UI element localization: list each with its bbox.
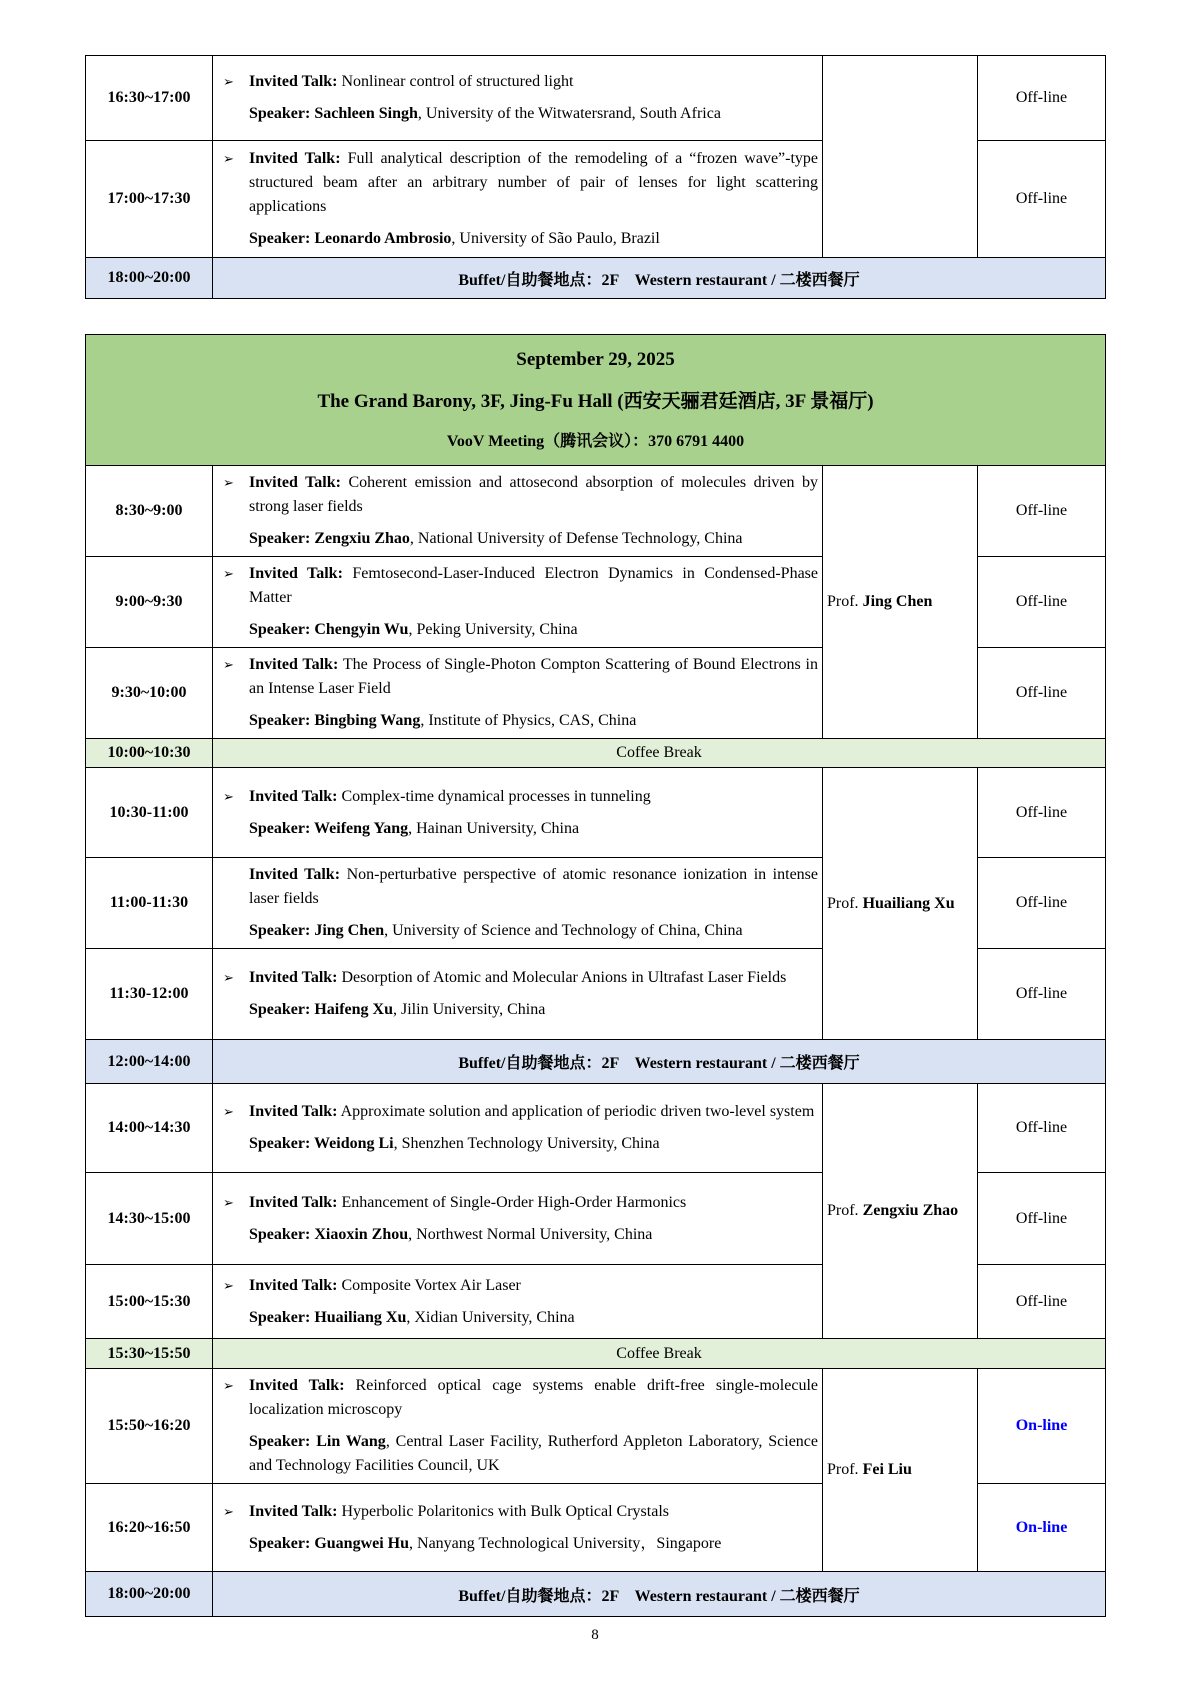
speaker-label: Speaker: bbox=[249, 105, 311, 122]
speaker-name: Xiaoxin Zhou bbox=[314, 1225, 409, 1243]
speaker-affiliation: , Jilin University, China bbox=[393, 1001, 546, 1018]
talk-cell bbox=[213, 858, 823, 949]
speaker-affiliation: , Hainan University, China bbox=[408, 819, 580, 837]
talk-speaker bbox=[223, 998, 818, 1022]
buffet-label: Buffet/自助餐地点：2F Western restaurant / 二楼西餐厅 bbox=[213, 1572, 1106, 1617]
schedule-table-day2 bbox=[85, 334, 1106, 1617]
invited-talk-label: Invited Talk: bbox=[249, 1276, 338, 1294]
speaker-name: Chengyin Wu bbox=[314, 621, 409, 638]
mode-cell: Off-line bbox=[978, 858, 1106, 949]
talk-cell bbox=[213, 949, 823, 1040]
invited-talk-label: Invited Talk: bbox=[249, 787, 338, 805]
mode-cell: Off-line bbox=[978, 1265, 1106, 1339]
talk-title bbox=[223, 147, 818, 219]
talk-speaker bbox=[223, 1306, 818, 1330]
mode-cell: Off-line bbox=[978, 768, 1106, 858]
table-row bbox=[86, 1084, 1106, 1173]
invited-talk-label: Invited Talk: bbox=[249, 1377, 345, 1394]
page-number: 8 bbox=[591, 1627, 599, 1643]
talk-title-text: The Process of Single-Photon Compton Scattering of Bound Electrons in an Intense Laser Field bbox=[249, 656, 818, 697]
invited-talk-label: Invited Talk: bbox=[249, 1103, 338, 1120]
table-row bbox=[86, 768, 1106, 858]
talk-speaker bbox=[223, 709, 818, 733]
speaker-name: Zengxiu Zhao bbox=[314, 530, 410, 547]
talk-speaker bbox=[223, 1430, 818, 1478]
talk-title-text: Complex-time dynamical processes in tunneling bbox=[341, 787, 651, 805]
time-cell: 15:00~15:30 bbox=[86, 1265, 213, 1339]
speaker-name: Huailiang Xu bbox=[314, 1308, 407, 1326]
speaker-affiliation: , University of the Witwatersrand, South Africa bbox=[417, 105, 721, 122]
talk-cell bbox=[213, 1173, 823, 1265]
time-cell: 15:30~15:50 bbox=[86, 1339, 213, 1369]
session-meeting-id: VooV Meeting（腾讯会议）：370 6791 4400 bbox=[446, 433, 745, 450]
talk-title-text: Non-perturbative perspective of atomic resonance ionization in intense laser fields bbox=[249, 866, 819, 907]
speaker-name: Bingbing Wang bbox=[314, 712, 421, 729]
talk-title bbox=[223, 1500, 818, 1524]
invited-talk-label: Invited Talk: bbox=[249, 474, 341, 491]
time-cell: 11:30-12:00 bbox=[86, 949, 213, 1040]
chair-cell bbox=[823, 768, 978, 1040]
talk-title bbox=[223, 1374, 818, 1422]
time-cell: 11:00-11:30 bbox=[86, 858, 213, 949]
session-header-row bbox=[86, 335, 1106, 466]
arrow-bullet-icon: ➢ bbox=[223, 788, 234, 804]
talk-cell bbox=[213, 768, 823, 858]
talk-cell bbox=[213, 1265, 823, 1339]
chair-name: Fei Liu bbox=[862, 1461, 912, 1478]
mode-cell: Off-line bbox=[978, 648, 1106, 739]
talk-cell bbox=[213, 141, 823, 258]
speaker-label: Speaker: bbox=[249, 922, 311, 939]
talk-title-text: Reinforced optical cage systems enable drift-free single-molecule localization microscopy bbox=[249, 1377, 818, 1418]
talk-title-text: Hyperbolic Polaritonics with Bulk Optical Crystals bbox=[341, 1502, 669, 1520]
time-cell: 16:30~17:00 bbox=[86, 56, 213, 141]
talk-title-text: Coherent emission and attosecond absorption of molecules driven by strong laser fields bbox=[249, 474, 818, 515]
time-cell: 15:50~16:20 bbox=[86, 1369, 213, 1484]
talk-title bbox=[223, 966, 818, 990]
talk-title-text: Femtosecond-Laser-Induced Electron Dynamics in Condensed-Phase Matter bbox=[249, 565, 818, 606]
talk-cell bbox=[213, 557, 823, 648]
speaker-label: Speaker: bbox=[249, 1433, 311, 1450]
mode-cell: Off-line bbox=[978, 1084, 1106, 1173]
speaker-name: Lin Wang bbox=[316, 1433, 386, 1450]
speaker-label: Speaker: bbox=[249, 819, 311, 837]
speaker-label: Speaker: bbox=[249, 230, 311, 247]
time-cell: 18:00~20:00 bbox=[86, 1572, 213, 1617]
buffet-row bbox=[86, 1572, 1106, 1617]
mode-cell: Off-line bbox=[978, 557, 1106, 648]
speaker-affiliation: , Central Laser Facility, Rutherford Appleton Laboratory, Science and Technology Facilities Council, UK bbox=[249, 1433, 819, 1474]
session-venue: The Grand Barony, 3F, Jing-Fu Hall (西安天骊君廷酒店, 3F 景福厅) bbox=[317, 391, 874, 412]
speaker-label: Speaker: bbox=[249, 1534, 311, 1552]
speaker-name: Sachleen Singh bbox=[314, 105, 418, 122]
talk-cell bbox=[213, 56, 823, 141]
talk-title-text: Enhancement of Single-Order High-Order Harmonics bbox=[341, 1193, 687, 1211]
talk-speaker bbox=[223, 618, 818, 642]
talk-cell bbox=[213, 648, 823, 739]
arrow-bullet-icon: ➢ bbox=[223, 475, 234, 490]
arrow-bullet-icon: ➢ bbox=[223, 566, 234, 581]
chair-cell bbox=[823, 56, 978, 258]
talk-speaker bbox=[223, 1223, 818, 1247]
speaker-name: Jing Chen bbox=[314, 922, 385, 939]
invited-talk-label: Invited Talk: bbox=[249, 1193, 338, 1211]
talk-cell bbox=[213, 1484, 823, 1572]
table-row bbox=[86, 466, 1106, 557]
mode-cell: Off-line bbox=[978, 56, 1106, 141]
arrow-bullet-icon: ➢ bbox=[223, 970, 234, 985]
table-row bbox=[86, 56, 1106, 141]
talk-title bbox=[223, 70, 818, 94]
talk-title-text: Desorption of Atomic and Molecular Anions in Ultrafast Laser Fields bbox=[341, 969, 787, 986]
speaker-affiliation: , National University of Defense Technology, China bbox=[409, 530, 743, 547]
table-gap bbox=[85, 299, 1105, 334]
chair-cell bbox=[823, 466, 978, 739]
time-cell: 10:00~10:30 bbox=[86, 739, 213, 768]
time-cell: 18:00~20:00 bbox=[86, 258, 213, 299]
talk-title bbox=[223, 562, 818, 610]
invited-talk-label: Invited Talk: bbox=[249, 73, 338, 90]
chair-prefix: Prof. bbox=[827, 593, 859, 610]
talk-title-text: Composite Vortex Air Laser bbox=[341, 1276, 521, 1294]
talk-speaker bbox=[223, 1132, 818, 1156]
chair-prefix: Prof. bbox=[827, 1202, 859, 1219]
speaker-affiliation: , University of São Paulo, Brazil bbox=[451, 230, 660, 247]
talk-title bbox=[223, 1274, 818, 1298]
schedule-table-day1 bbox=[85, 55, 1106, 299]
speaker-label: Speaker: bbox=[249, 1001, 311, 1018]
talk-speaker bbox=[223, 102, 818, 126]
invited-talk-label: Invited Talk: bbox=[249, 866, 341, 883]
buffet-label: Buffet/自助餐地点：2F Western restaurant / 二楼西餐厅 bbox=[213, 1040, 1106, 1084]
mode-cell: On-line bbox=[978, 1369, 1106, 1484]
arrow-bullet-icon: ➢ bbox=[223, 1503, 234, 1519]
session-header bbox=[86, 335, 1106, 466]
chair-cell bbox=[823, 1084, 978, 1339]
mode-cell: Off-line bbox=[978, 141, 1106, 258]
talk-title bbox=[223, 1191, 818, 1215]
speaker-affiliation: , University of Science and Technology of China, China bbox=[384, 922, 743, 939]
mode-cell: Off-line bbox=[978, 466, 1106, 557]
chair-prefix: Prof. bbox=[827, 1461, 859, 1478]
talk-title bbox=[223, 653, 818, 701]
talk-speaker bbox=[223, 817, 818, 841]
mode-cell: On-line bbox=[978, 1484, 1106, 1572]
talk-title-text: Full analytical description of the remodeling of a “frozen wave”-type structured beam after an arbitrary number of pair of lenses for light scattering applications bbox=[249, 150, 819, 215]
mode-cell: Off-line bbox=[978, 949, 1106, 1040]
speaker-affiliation: , Shenzhen Technology University, China bbox=[393, 1135, 660, 1152]
speaker-label: Speaker: bbox=[249, 1308, 311, 1326]
talk-title bbox=[223, 785, 818, 809]
buffet-row bbox=[86, 258, 1106, 299]
speaker-label: Speaker: bbox=[249, 1135, 311, 1152]
speaker-label: Speaker: bbox=[249, 621, 311, 638]
chair-name: Jing Chen bbox=[862, 593, 933, 610]
talk-title bbox=[223, 471, 818, 519]
invited-talk-label: Invited Talk: bbox=[249, 1502, 338, 1520]
time-cell: 9:30~10:00 bbox=[86, 648, 213, 739]
speaker-affiliation: , Northwest Normal University, China bbox=[408, 1225, 653, 1243]
talk-cell bbox=[213, 1369, 823, 1484]
talk-title-text: Approximate solution and application of periodic driven two-level system bbox=[340, 1103, 815, 1120]
arrow-bullet-icon: ➢ bbox=[223, 1194, 234, 1210]
table-row bbox=[86, 1369, 1106, 1484]
time-cell: 14:30~15:00 bbox=[86, 1173, 213, 1265]
time-cell: 8:30~9:00 bbox=[86, 466, 213, 557]
talk-speaker bbox=[223, 227, 818, 251]
buffet-label: Buffet/自助餐地点：2F Western restaurant / 二楼西餐厅 bbox=[213, 258, 1106, 299]
invited-talk-label: Invited Talk: bbox=[249, 656, 339, 673]
speaker-affiliation: , Nanyang Technological University，Singapore bbox=[409, 1534, 722, 1552]
invited-talk-label: Invited Talk: bbox=[249, 150, 341, 167]
talk-speaker bbox=[223, 919, 818, 943]
speaker-label: Speaker: bbox=[249, 530, 311, 547]
arrow-bullet-icon: ➢ bbox=[223, 1378, 234, 1393]
arrow-bullet-icon: ➢ bbox=[223, 1104, 234, 1119]
arrow-bullet-icon: ➢ bbox=[223, 151, 234, 166]
invited-talk-label: Invited Talk: bbox=[249, 565, 343, 582]
coffee-break-label: Coffee Break bbox=[213, 739, 1106, 768]
speaker-name: Weifeng Yang bbox=[314, 819, 409, 837]
coffee-break-row bbox=[86, 1339, 1106, 1369]
chair-prefix: Prof. bbox=[827, 894, 859, 912]
buffet-row bbox=[86, 1040, 1106, 1084]
talk-cell bbox=[213, 466, 823, 557]
coffee-break-row bbox=[86, 739, 1106, 768]
chair-name: Huailiang Xu bbox=[862, 894, 955, 912]
arrow-bullet-icon: ➢ bbox=[223, 74, 234, 89]
speaker-affiliation: , Institute of Physics, CAS, China bbox=[420, 712, 637, 729]
session-date: September 29, 2025 bbox=[516, 349, 675, 370]
speaker-name: Guangwei Hu bbox=[314, 1534, 410, 1552]
speaker-affiliation: , Peking University, China bbox=[408, 621, 578, 638]
arrow-bullet-icon: ➢ bbox=[223, 657, 234, 672]
time-cell: 14:00~14:30 bbox=[86, 1084, 213, 1173]
coffee-break-label: Coffee Break bbox=[213, 1339, 1106, 1369]
talk-title bbox=[223, 863, 818, 911]
time-cell: 9:00~9:30 bbox=[86, 557, 213, 648]
speaker-label: Speaker: bbox=[249, 712, 311, 729]
speaker-name: Haifeng Xu bbox=[314, 1001, 393, 1018]
talk-speaker bbox=[223, 527, 818, 551]
time-cell: 10:30-11:00 bbox=[86, 768, 213, 858]
speaker-name: Weidong Li bbox=[314, 1135, 394, 1152]
speaker-label: Speaker: bbox=[249, 1225, 311, 1243]
time-cell: 17:00~17:30 bbox=[86, 141, 213, 258]
speaker-name: Leonardo Ambrosio bbox=[314, 230, 452, 247]
talk-title bbox=[223, 1100, 818, 1124]
chair-name: Zengxiu Zhao bbox=[862, 1202, 959, 1219]
talk-speaker bbox=[223, 1532, 818, 1556]
talk-cell bbox=[213, 1084, 823, 1173]
invited-talk-label: Invited Talk: bbox=[249, 969, 338, 986]
mode-cell: Off-line bbox=[978, 1173, 1106, 1265]
speaker-affiliation: , Xidian University, China bbox=[406, 1308, 575, 1326]
talk-title-text: Nonlinear control of structured light bbox=[341, 73, 574, 90]
time-cell: 16:20~16:50 bbox=[86, 1484, 213, 1572]
chair-cell bbox=[823, 1369, 978, 1572]
arrow-bullet-icon: ➢ bbox=[223, 1277, 234, 1293]
time-cell: 12:00~14:00 bbox=[86, 1040, 213, 1084]
